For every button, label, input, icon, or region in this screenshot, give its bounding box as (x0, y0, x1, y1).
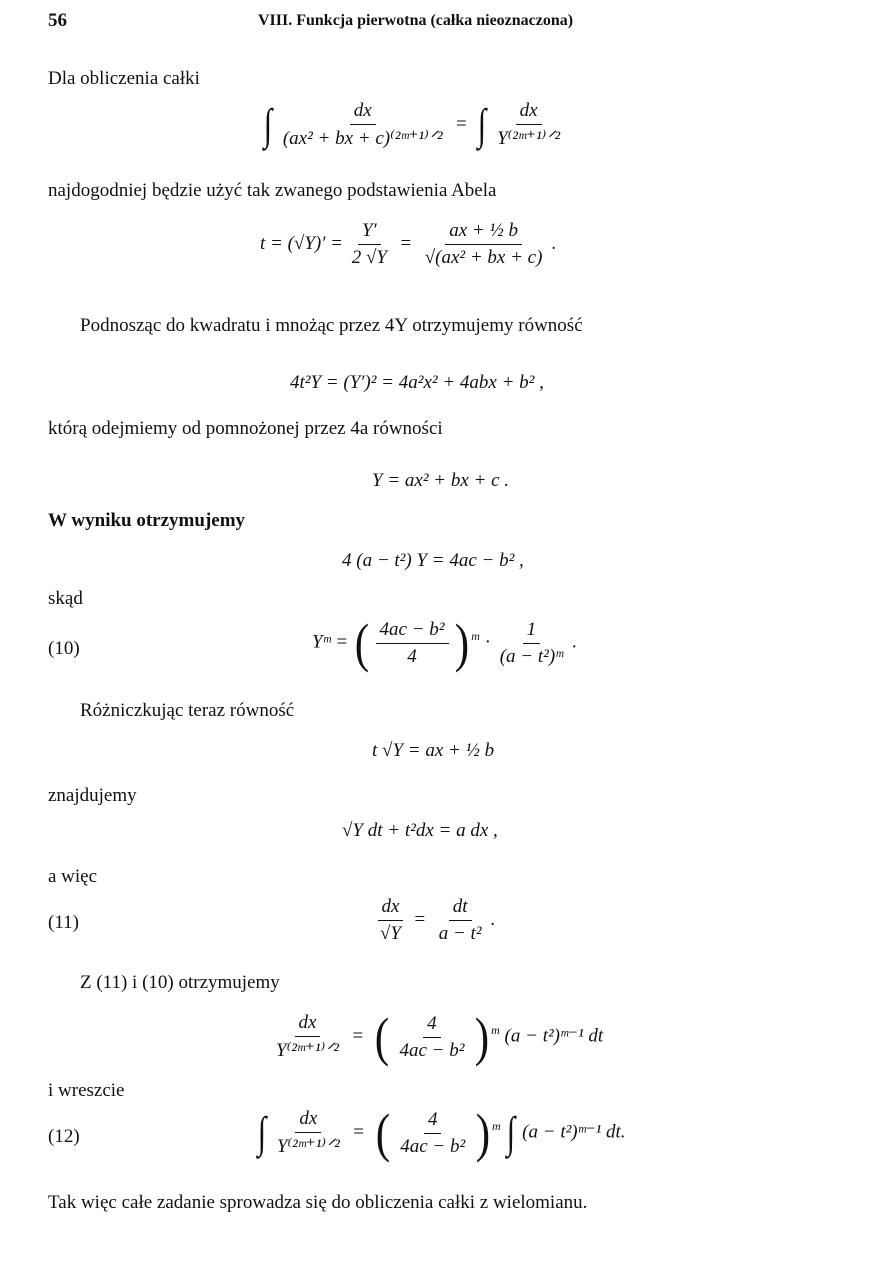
equation-combined: $\frac{dx}{\text{Y⁽²ᵐ⁺¹⁾ᐟ²}}$ = ( $\frac{4}{\text{4ac − b²}}$ ) $^m$ (a − t²)ᵐ⁻¹ dt (272, 1010, 603, 1064)
page-number: 56 (48, 10, 67, 31)
equation-differential: √Y dt + t²dx = a dx , (342, 820, 498, 841)
eq11-lhs-denominator: √Y (380, 923, 401, 944)
eq-combined-paren-denominator: 4ac − b² (399, 1039, 465, 1061)
left-paren: ( (354, 613, 369, 673)
right-paren: ) (455, 613, 470, 673)
paragraph-result: W wyniku otrzymujemy (48, 510, 246, 531)
paragraph-finally: i wreszcie (48, 1080, 125, 1101)
eq11-lhs-numerator: dx (378, 896, 404, 921)
equation-y-definition: Y = ax² + bx + c . (372, 470, 510, 491)
paragraph-differentiating: Różniczkując teraz równość (80, 700, 295, 721)
paragraph-whence: skąd (48, 588, 83, 609)
eq12-paren-numerator: 4 (424, 1109, 442, 1134)
eq12-tail: (a − t²)ᵐ⁻¹ dt. (522, 1121, 626, 1143)
equation-number-11: (11) (48, 912, 79, 933)
eq2-frac2-denominator: √(ax² + bx + c) (424, 247, 543, 268)
equation-number-12: (12) (48, 1126, 80, 1147)
eq10-exponent: m (471, 629, 480, 644)
paragraph-subtract: którą odejmiemy od pomnożonej przez 4a równości (48, 418, 443, 439)
equation-final-integral: ∫ $\frac{dx}{\text{Y⁽²ᵐ⁺¹⁾ᐟ²}}$ = ( $\frac{4}{\text{4ac − b²}}$ ) $^m$ ∫ (a − t²)ᵐ⁻¹ dt. (257, 1103, 626, 1163)
paragraph-so: a więc (48, 866, 98, 887)
equation-squared: 4t²Y = (Y′)² = 4a²x² + 4abx + b² , (290, 372, 544, 393)
eq-combined-paren-numerator: 4 (423, 1013, 441, 1038)
eq-combined-denominator: Y⁽²ᵐ⁺¹⁾ᐟ² (276, 1040, 339, 1061)
paragraph-we-find: znajdujemy (48, 785, 137, 806)
eq-combined-exponent: m (491, 1023, 500, 1038)
paragraph-intro: Dla obliczenia całki (48, 68, 200, 89)
eq11-rhs-numerator: dt (449, 896, 472, 921)
equation-result: 4 (a − t²) Y = 4ac − b² , (342, 550, 524, 571)
equation-y-power-m: Yᵐ = ( $\frac{\text{4ac − b²}}{4}$ ) $^m$ · $\frac{1}{\text{(a − t²)ᵐ}}$ . (312, 613, 577, 673)
eq1-lhs-numerator: dx (350, 100, 376, 125)
paragraph-abel-substitution: najdogodniej będzie użyć tak zwanego podstawienia Abela (48, 180, 497, 201)
eq12-lhs-numerator: dx (295, 1108, 321, 1133)
integral-sign: ∫ (263, 100, 273, 149)
eq10-lhs: Yᵐ = (312, 631, 349, 653)
integral-sign: ∫ (478, 100, 487, 149)
equation-abel-substitution: t = (√Y)′ = $\frac{Y'}{2 √Y}$ = $\frac{\text{ax + ½ b}}{\text{√(ax² + bx + c)}}$ . (260, 220, 556, 268)
integral-sign: ∫ (257, 1108, 267, 1157)
integral-sign: ∫ (507, 1108, 516, 1157)
paragraph-squaring: Podnosząc do kwadratu i mnożąc przez 4Y otrzymujemy równość (80, 315, 583, 336)
eq10-fraction-numerator: 1 (523, 619, 541, 644)
left-paren: ( (374, 1007, 389, 1067)
eq1-rhs-denominator: Y⁽²ᵐ⁺¹⁾ᐟ² (497, 128, 561, 149)
equation-integral-definition: ∫ $\frac{dx}{\text{(ax² + bx + c)⁽²ᵐ⁺¹⁾ᐟ²}}$ = ∫ $\frac{dx}{\text{Y⁽²ᵐ⁺¹⁾ᐟ²}}$ (262, 100, 564, 150)
eq11-rhs-denominator: a − t² (438, 923, 482, 944)
eq-combined-numerator: dx (295, 1012, 321, 1037)
equation-t-sqrt-y: t √Y = ax + ½ b (372, 740, 495, 761)
eq12-paren-denominator: 4ac − b² (400, 1135, 466, 1157)
eq10-inner-denominator: 4 (407, 645, 417, 667)
right-paren: ) (475, 1103, 491, 1163)
paragraph-conclusion: Tak więc całe zadanie sprowadza się do obliczenia całki z wielomianu. (48, 1192, 588, 1213)
eq2-frac1-denominator: 2 √Y (351, 247, 387, 268)
equation-dx-dt: $\frac{dx}{√Y}$ = $\frac{dt}{\text{a − t²}}$ . (376, 896, 495, 945)
eq-combined-tail: (a − t²)ᵐ⁻¹ dt (504, 1025, 604, 1047)
eq2-t-definition: t = (√Y)′ = (260, 232, 343, 254)
eq10-inner-numerator: 4ac − b² (376, 619, 449, 644)
eq1-rhs-numerator: dx (516, 100, 542, 125)
eq2-frac1-numerator: Y′ (358, 220, 381, 245)
eq10-fraction-denominator: (a − t²)ᵐ (499, 645, 564, 667)
eq2-frac2-numerator: ax + ½ b (445, 220, 522, 245)
eq12-exponent: m (491, 1119, 501, 1134)
paragraph-from-11-10: Z (11) i (10) otrzymujemy (80, 972, 280, 993)
eq1-lhs-denominator: (ax² + bx + c)⁽²ᵐ⁺¹⁾ᐟ² (282, 128, 443, 149)
running-title: VIII. Funkcja pierwotna (całka nieoznaczona) (258, 12, 574, 29)
left-paren: ( (375, 1103, 390, 1163)
eq12-lhs-denominator: Y⁽²ᵐ⁺¹⁾ᐟ² (276, 1136, 340, 1157)
equation-number-10: (10) (48, 638, 80, 659)
right-paren: ) (474, 1007, 490, 1067)
